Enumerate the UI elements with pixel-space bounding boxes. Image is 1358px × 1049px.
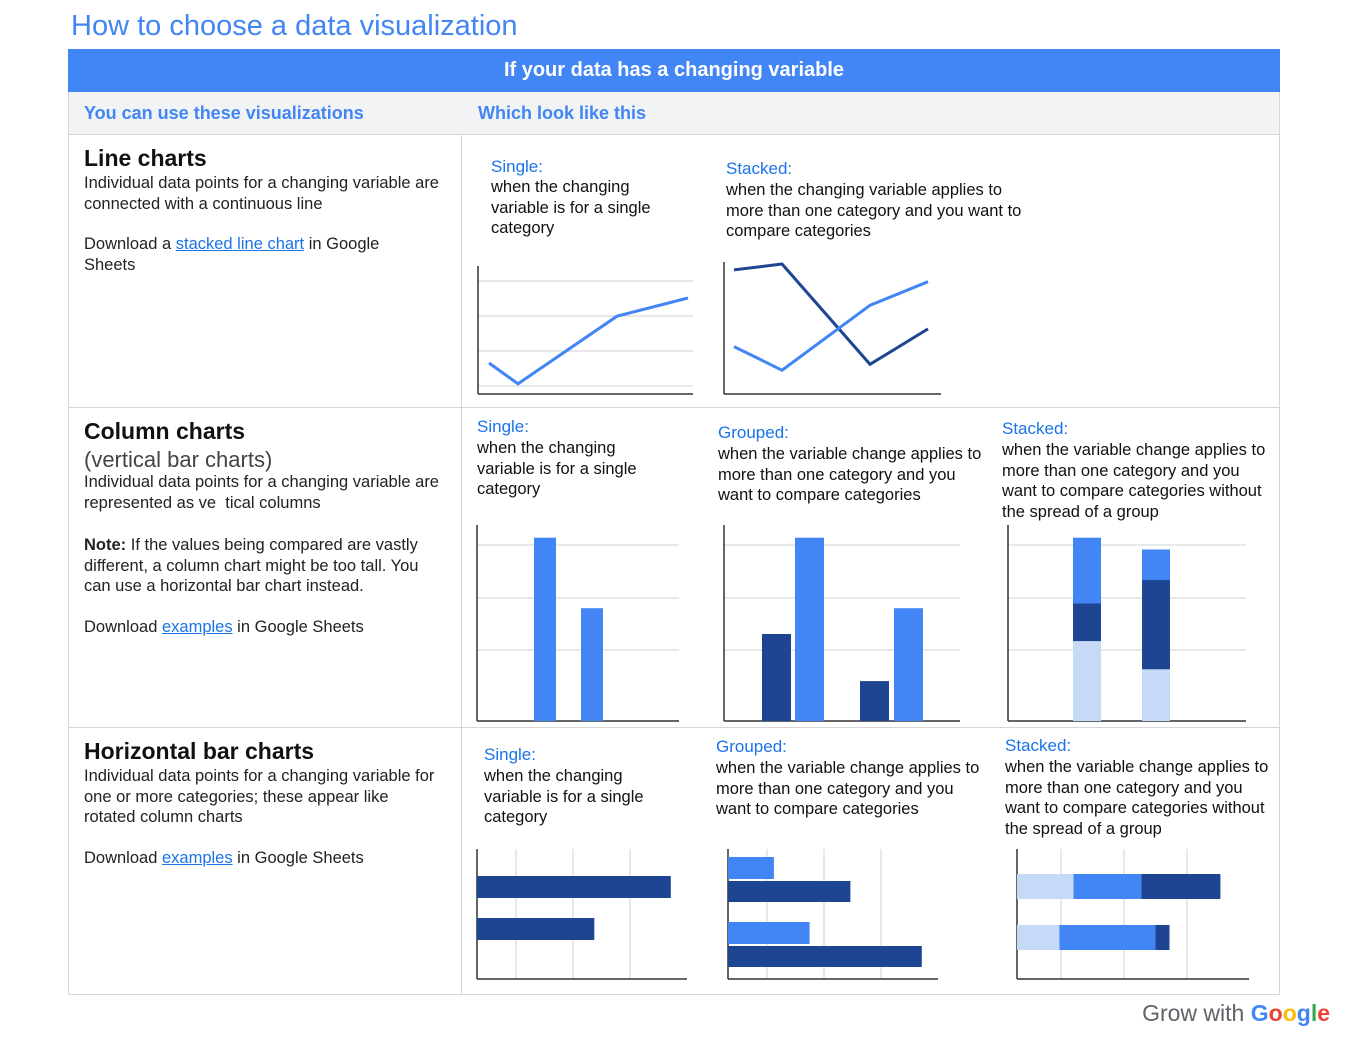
column-bar	[581, 608, 603, 721]
line-single-chart	[476, 266, 695, 396]
bar-segment	[1059, 925, 1155, 950]
line-stacked-desc: when the changing variable applies to more than one category and you want to compare categories	[726, 181, 1022, 241]
bar-stacked-desc: when the variable change applies to more than one category and you want to compare categories without the spread of a group	[1005, 758, 1269, 839]
column-single-chart	[475, 525, 681, 723]
bar-segment	[1141, 874, 1220, 899]
bar-single-label: Single:	[484, 745, 536, 764]
column-single-desc: when the changing variable is for a single category	[477, 439, 637, 499]
column-bar	[894, 608, 923, 721]
column-grouped-label: Grouped:	[718, 423, 789, 442]
column-divider	[461, 135, 462, 995]
page-title: How to choose a data visualization	[71, 10, 518, 42]
stacked-line-chart-link[interactable]: stacked line chart	[175, 235, 305, 253]
bar-grouped-desc: when the variable change applies to more than one category and you want to compare categories	[716, 759, 980, 819]
bar-single-chart	[475, 849, 689, 981]
bar	[728, 946, 922, 967]
column-grouped-desc: when the variable change applies to more than one category and you want to compare categories	[718, 445, 982, 505]
bar	[477, 876, 671, 898]
column-examples-link[interactable]: examples	[161, 618, 233, 636]
column-segment	[1073, 604, 1101, 642]
column-charts-download: Download examples in Google Sheets	[84, 618, 364, 636]
bar	[728, 922, 810, 944]
bar-segment	[1017, 925, 1059, 950]
table-subheader	[69, 92, 1279, 135]
bar	[728, 857, 774, 879]
horizontal-bar-charts-download: Download examples in Google Sheets	[84, 849, 364, 867]
row-divider	[68, 407, 1280, 408]
column-charts-subtitle: (vertical bar charts)	[84, 447, 273, 472]
line-stacked-label: Stacked:	[726, 159, 793, 178]
line-single-desc: when the changing variable is for a single category	[491, 178, 651, 238]
bar-single-desc: when the changing variable is for a single category	[484, 767, 644, 827]
line-charts-download: Download a stacked line chart in Google Sheets	[84, 235, 380, 274]
column-charts-note: Note: If the values being compared are vastly different, a column chart might be too tall. You can use a horizontal bar chart instead.	[84, 536, 419, 596]
column-segment	[1142, 669, 1170, 721]
series-line	[734, 282, 928, 371]
grow-with-google-logo: Grow with Google	[1142, 1000, 1330, 1026]
line-charts-desc: Individual data points for a changing variable are connected with a continuous line	[84, 174, 439, 213]
column-bar	[762, 634, 791, 721]
column-grouped-chart	[722, 525, 962, 723]
column-segment	[1142, 550, 1170, 581]
row-divider	[68, 727, 1280, 728]
column-bar	[795, 538, 824, 721]
table-header: If your data has a changing variable	[68, 49, 1280, 92]
subheader-col1: You can use these visualizations	[84, 103, 364, 123]
bar-grouped-label: Grouped:	[716, 737, 787, 756]
bar-segment	[1155, 925, 1169, 950]
bar-segment	[1074, 874, 1142, 899]
column-segment	[1073, 641, 1101, 721]
column-bar	[860, 681, 889, 721]
line-charts-title: Line charts	[84, 145, 207, 171]
horizontal-bar-charts-title: Horizontal bar charts	[84, 738, 315, 764]
line-single-label: Single:	[491, 157, 543, 176]
column-single-label: Single:	[477, 417, 529, 436]
column-segment	[1073, 538, 1101, 604]
bar-stacked-label: Stacked:	[1005, 736, 1072, 755]
series-line	[489, 298, 688, 384]
series-line	[734, 264, 928, 364]
subheader-col2: Which look like this	[478, 103, 647, 123]
column-charts-desc: Individual data points for a changing variable are represented as ve tical columns	[84, 473, 444, 512]
column-stacked-chart	[1006, 525, 1248, 723]
bar	[728, 881, 850, 902]
column-segment	[1142, 580, 1170, 669]
bar-examples-link[interactable]: examples	[161, 849, 233, 867]
line-stacked-chart	[722, 262, 943, 396]
column-bar	[534, 538, 556, 721]
column-charts-title: Column charts	[84, 418, 246, 444]
bar	[477, 918, 594, 940]
bar-segment	[1017, 874, 1074, 899]
bar-grouped-chart	[726, 849, 940, 981]
horizontal-bar-charts-desc: Individual data points for a changing variable for one or more categories; these appear like rotated column charts	[84, 767, 435, 827]
column-stacked-desc: when the variable change applies to more than one category and you want to compare categories without the spread of a group	[1002, 441, 1266, 522]
bar-stacked-chart	[1015, 849, 1251, 981]
column-stacked-label: Stacked:	[1002, 419, 1069, 438]
